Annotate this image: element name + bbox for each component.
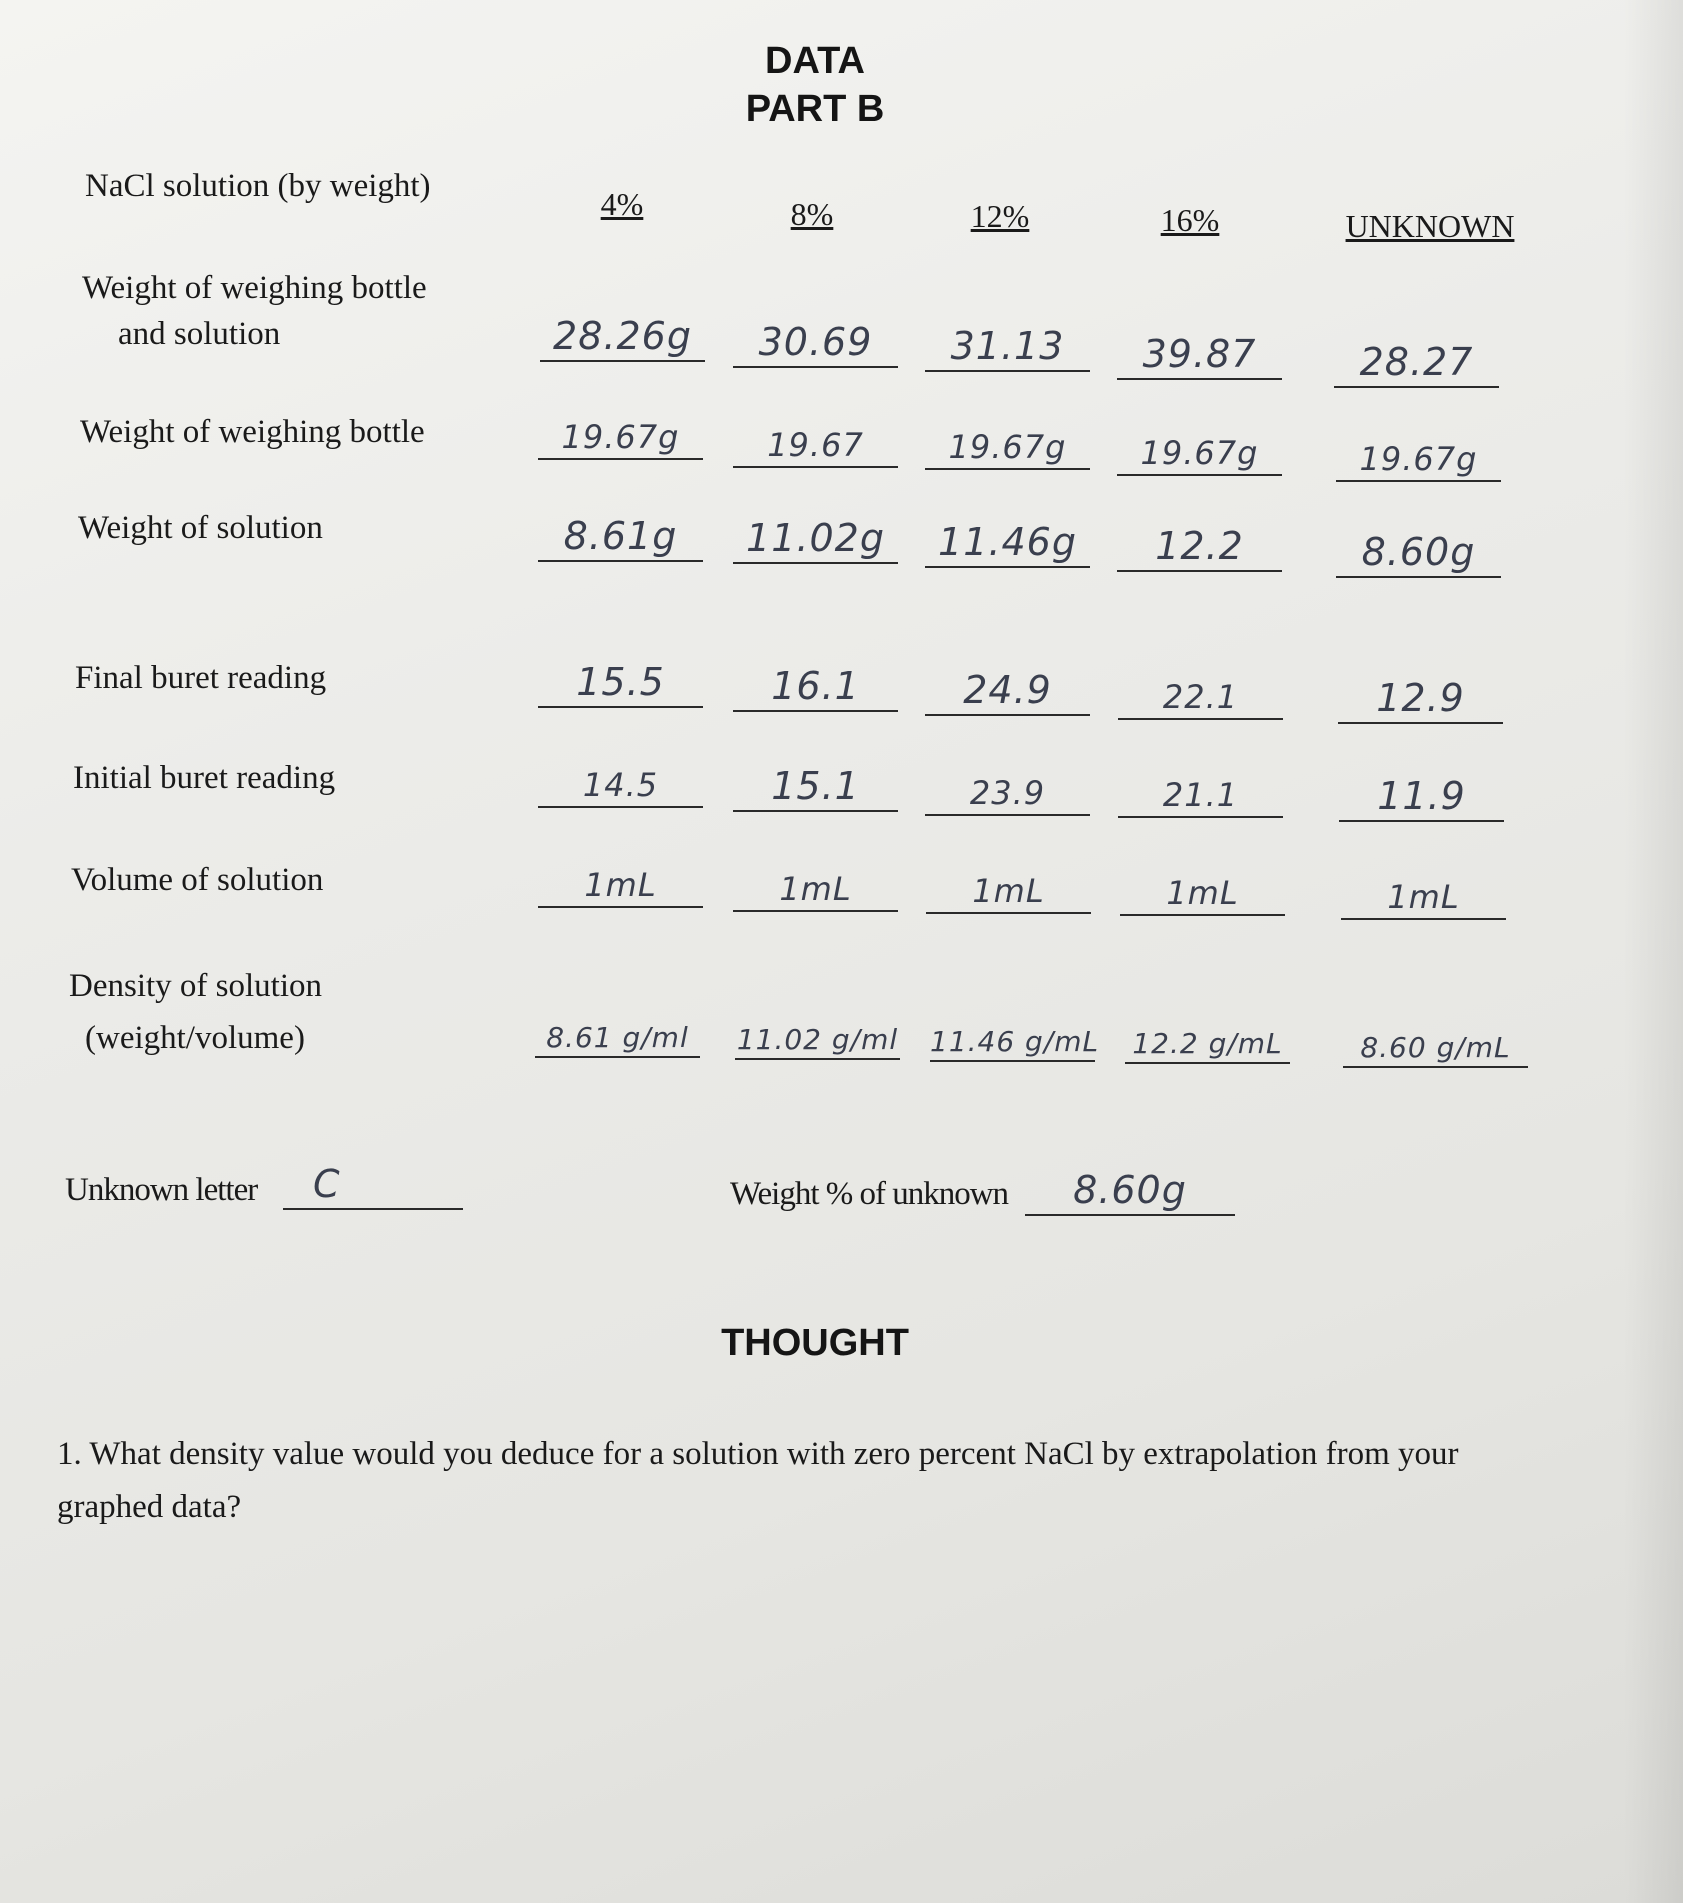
handwritten-value: 1mL — [584, 866, 657, 904]
column-header-unknown: UNKNOWN — [1345, 208, 1515, 244]
cell-final-buret-4pct — [538, 658, 703, 708]
cell-volume-4pct — [538, 858, 703, 908]
handwritten-value: 11.02 g/ml — [736, 1023, 899, 1056]
cell-density-unknown — [1343, 1018, 1528, 1068]
cell-density-8pct — [735, 1010, 900, 1060]
weight-pct-unknown-field — [1025, 1166, 1235, 1216]
cell-bottle-12pct — [925, 420, 1090, 470]
cell-density-16pct — [1125, 1014, 1290, 1064]
handwritten-value: 30.69 — [758, 320, 873, 364]
cell-volume-unknown — [1341, 870, 1506, 920]
handwritten-value: 39.87 — [1142, 332, 1257, 376]
handwritten-value: 19.67g — [948, 428, 1067, 466]
cell-bottle-solution-12pct — [925, 322, 1090, 372]
row-label-bottle-solution-cont: and solution — [118, 316, 281, 352]
handwritten-value: 23.9 — [969, 774, 1046, 812]
handwritten-value: 21.1 — [1162, 776, 1239, 814]
cell-volume-16pct — [1120, 866, 1285, 916]
handwritten-value: 8.60g — [1073, 1168, 1187, 1212]
handwritten-value: 22.1 — [1162, 678, 1239, 716]
unknown-letter-label: Unknown letter — [65, 1172, 258, 1208]
handwritten-value: 8.61g — [563, 514, 678, 558]
cell-final-buret-16pct — [1118, 670, 1283, 720]
row-label-density-cont: (weight/volume) — [85, 1020, 305, 1056]
row-label-solution-weight: Weight of solution — [78, 510, 323, 546]
handwritten-value: 15.1 — [771, 764, 860, 808]
column-header-12pct: 12% — [970, 198, 1030, 234]
handwritten-value: 19.67g — [561, 418, 680, 456]
handwritten-value: 28.26g — [553, 314, 692, 358]
row-label-density: Density of solution — [69, 968, 322, 1004]
row-label-final-buret: Final buret reading — [75, 660, 327, 696]
cell-initial-buret-16pct — [1118, 768, 1283, 818]
cell-initial-buret-8pct — [733, 762, 898, 812]
cell-bottle-8pct — [733, 418, 898, 468]
thought-question-1: 1. What density value would you deduce for a solution with zero percent NaCl by extrapolation from your graphed data? — [57, 1436, 1459, 1525]
handwritten-value: 19.67g — [1359, 440, 1478, 478]
handwritten-value: C — [313, 1162, 341, 1206]
page-subtitle: PART B — [745, 88, 885, 130]
handwritten-value: 12.2 — [1155, 524, 1244, 568]
handwritten-value: 14.5 — [582, 766, 659, 804]
handwritten-value: 1mL — [1387, 878, 1460, 916]
cell-solution-weight-unknown — [1336, 528, 1501, 578]
handwritten-value: 11.46g — [938, 520, 1077, 564]
handwritten-value: 12.9 — [1376, 676, 1465, 720]
row-label-initial-buret: Initial buret reading — [73, 760, 336, 796]
cell-bottle-unknown — [1336, 432, 1501, 482]
row-label-bottle-solution: Weight of weighing bottle — [82, 270, 427, 306]
handwritten-value: 19.67g — [1140, 434, 1259, 472]
handwritten-value: 8.60 g/mL — [1360, 1031, 1511, 1064]
cell-bottle-solution-4pct — [540, 312, 705, 362]
handwritten-value: 31.13 — [950, 324, 1065, 368]
handwritten-value: 8.60g — [1361, 530, 1476, 574]
column-header-8pct: 8% — [790, 196, 834, 232]
row-label-volume: Volume of solution — [71, 862, 324, 898]
handwritten-value: 8.61 g/ml — [546, 1021, 689, 1054]
cell-final-buret-12pct — [925, 666, 1090, 716]
handwritten-value: 11.02g — [746, 516, 885, 560]
page-title: DATA — [765, 40, 865, 82]
handwritten-value: 11.46 g/mL — [930, 1025, 1100, 1058]
cell-volume-12pct — [926, 864, 1091, 914]
handwritten-value: 24.9 — [963, 668, 1052, 712]
handwritten-value: 19.67 — [767, 426, 864, 464]
cell-final-buret-8pct — [733, 662, 898, 712]
handwritten-value: 1mL — [972, 872, 1045, 910]
cell-bottle-solution-16pct — [1117, 330, 1282, 380]
handwritten-value: 12.2 g/mL — [1132, 1027, 1283, 1060]
handwritten-value: 1mL — [1166, 874, 1239, 912]
cell-solution-weight-4pct — [538, 512, 703, 562]
page-shadow — [1623, 0, 1683, 1903]
row-label-bottle: Weight of weighing bottle — [80, 414, 425, 450]
nacl-row-label: NaCl solution (by weight) — [85, 168, 431, 204]
cell-density-12pct — [930, 1012, 1100, 1062]
cell-initial-buret-unknown — [1339, 772, 1504, 822]
cell-bottle-solution-unknown — [1334, 338, 1499, 388]
cell-volume-8pct — [733, 862, 898, 912]
handwritten-value: 28.27 — [1359, 340, 1474, 384]
handwritten-value: 16.1 — [771, 664, 860, 708]
handwritten-value: 1mL — [779, 870, 852, 908]
column-header-16pct: 16% — [1160, 202, 1220, 238]
cell-initial-buret-12pct — [925, 766, 1090, 816]
cell-solution-weight-16pct — [1117, 522, 1282, 572]
cell-density-4pct — [535, 1008, 700, 1058]
cell-bottle-4pct — [538, 410, 703, 460]
handwritten-value: 11.9 — [1377, 774, 1466, 818]
cell-bottle-16pct — [1117, 426, 1282, 476]
cell-solution-weight-8pct — [733, 514, 898, 564]
cell-solution-weight-12pct — [925, 518, 1090, 568]
cell-final-buret-unknown — [1338, 674, 1503, 724]
handwritten-value: 15.5 — [576, 660, 665, 704]
cell-initial-buret-4pct — [538, 758, 703, 808]
cell-bottle-solution-8pct — [733, 318, 898, 368]
thought-heading: THOUGHT — [721, 1322, 909, 1364]
column-header-4pct: 4% — [600, 186, 644, 222]
weight-pct-unknown-label: Weight % of unknown — [730, 1176, 1009, 1212]
unknown-letter-field — [283, 1160, 463, 1210]
